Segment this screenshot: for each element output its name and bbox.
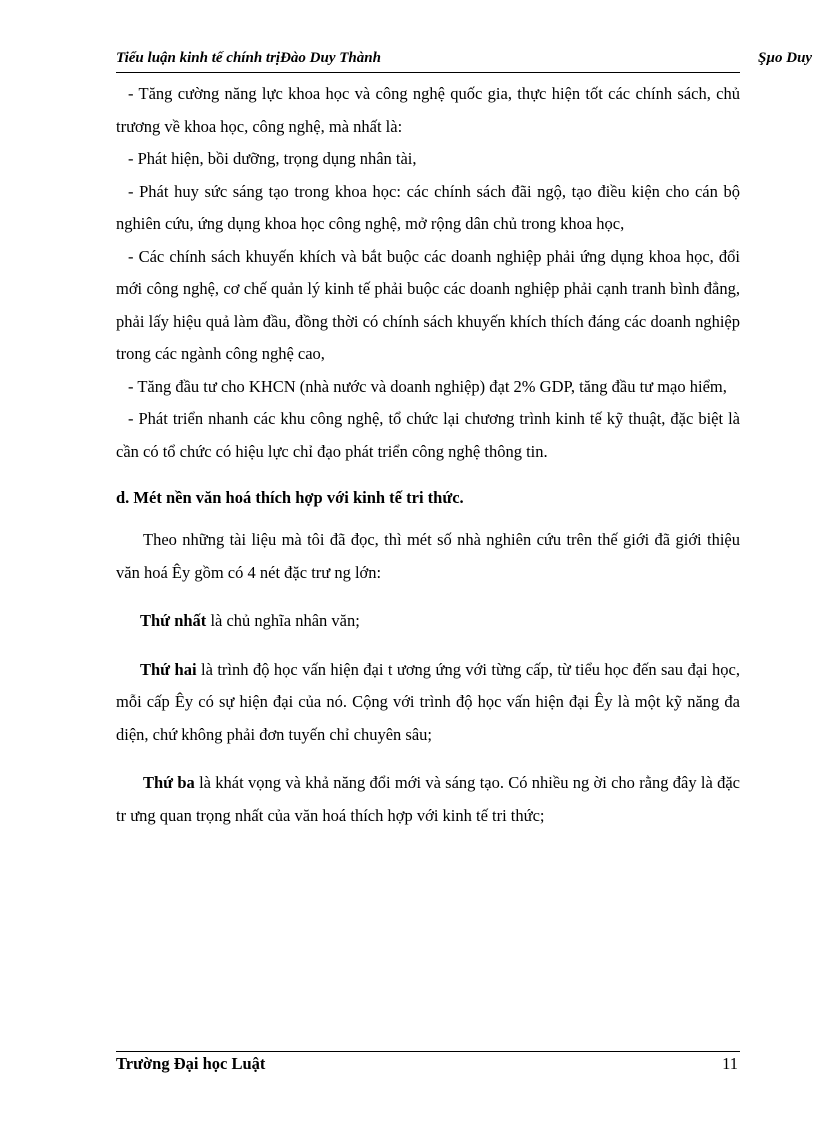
trait-first-label: Thứ nhất xyxy=(140,611,207,630)
trait-second xyxy=(116,654,740,752)
page-footer xyxy=(116,1054,740,1078)
paragraph-tech-zones: - Phát triển nhanh các khu công nghệ, tổ chức lại chương trình kinh tế kỹ thuật, đặc biệt là cần có tổ chức có hiệu lực chỉ đạo phát triển công nghệ thông tin. xyxy=(116,409,740,461)
paragraph-talent: - Phát hiện, bồi dưỡng, trọng dụng nhân tài, xyxy=(128,149,417,168)
paragraph-science-capacity: - Tăng cường năng lực khoa học và công nghệ quốc gia, thực hiện tốt các chính sách, chủ trương về khoa học, công nghệ, mà nhất là: xyxy=(116,84,740,136)
trait-first xyxy=(116,605,740,638)
page-number: 11 xyxy=(722,1054,738,1073)
header-divider xyxy=(116,72,740,73)
trait-second-text: là trình độ học vấn hiện đại t ương ứng với từng cấp, từ tiểu học đến sau đại học, mỗi cấp Êy có sự hiện đại của nó. Cộng với trình độ học vấn hiện đại Êy là một kỹ năng đa diện, chứ không phải đơn tuyến chỉ chuyên sâu; xyxy=(116,659,740,744)
footer-school-name: Trường Đại học Luật xyxy=(116,1054,266,1073)
trait-third-label: Thứ ba xyxy=(143,773,195,792)
trait-second-label: Thứ hai xyxy=(140,659,197,679)
trait-third-text: là khát vọng và khả năng đổi mới và sáng tạo. Có nhiều ng ời cho rằng đây là đặc tr ưng quan trọng nhất của văn hoá thích hợp với kinh tế tri thức; xyxy=(116,773,740,825)
trait-third xyxy=(116,767,740,832)
paragraph-enterprise-policy: - Các chính sách khuyến khích và bắt buộc các doanh nghiệp phải ứng dụng khoa học, đổi mới công nghệ, cơ chế quản lý kinh tế phải buộc các doanh nghiệp phải cạnh tranh bình đẳng, phải lấy hiệu quả làm đầu, đồng thời có chính sách khuyến khích thích đáng các doanh nghiệp trong các ngành công nghệ cao, xyxy=(116,246,740,363)
header-title: Tiểu luận kinh tế chính trịĐào Duy Thành xyxy=(116,50,381,66)
paragraph-investment: - Tăng đầu tư cho KHCN (nhà nước và doanh nghiệp) đạt 2% GDP, tăng đầu tư mạo hiểm, xyxy=(128,376,727,396)
page-header xyxy=(116,50,816,72)
header-author-fragment: Şµo Duy xyxy=(758,50,813,66)
section-intro: Theo những tài liệu mà tôi đã đọc, thì mét số nhà nghiên cứu trên thế giới đã giới thiệu văn hoá Êy gồm có 4 nét đặc trư ng lớn: xyxy=(116,530,740,582)
section-heading: d. Mét nền văn hoá thích hợp với kinh tế tri thức. xyxy=(116,488,464,507)
trait-first-text: là chủ nghĩa nhân văn; xyxy=(206,611,360,630)
paragraph-creativity: - Phát huy sức sáng tạo trong khoa học: các chính sách đãi ngộ, tạo điều kiện cho cán bộ nghiên cứu, ứng dụng khoa học công nghệ, mở rộng dân chủ trong khoa học, xyxy=(116,181,740,233)
footer-divider xyxy=(116,1051,740,1052)
document-body xyxy=(116,78,740,832)
